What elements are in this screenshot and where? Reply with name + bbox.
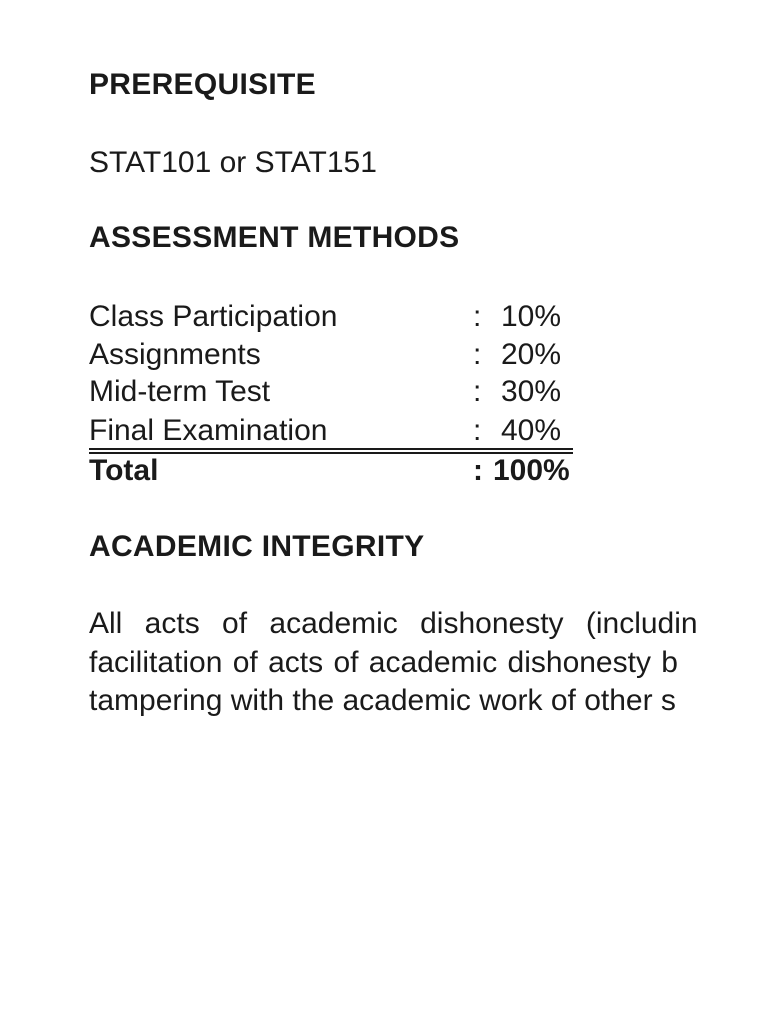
assessment-row-label: Final Examination xyxy=(89,414,328,447)
assessment-row-label: Class Participation xyxy=(89,300,338,333)
assessment-total-value: 100% xyxy=(493,454,570,487)
assessment-row-separator: : xyxy=(473,414,482,447)
integrity-paragraph-line: tampering with the academic work of other s xyxy=(89,684,676,717)
assessment-row-separator: : xyxy=(473,338,482,371)
assessment-total-separator: : xyxy=(473,454,483,487)
assessment-row-separator: : xyxy=(473,300,482,333)
assessment-heading: ASSESSMENT METHODS xyxy=(89,221,460,254)
assessment-row-label: Mid-term Test xyxy=(89,375,271,408)
prerequisite-text: STAT101 or STAT151 xyxy=(89,146,377,179)
total-divider-line xyxy=(89,448,573,450)
assessment-row-value: 40% xyxy=(501,414,562,447)
assessment-row-value: 30% xyxy=(501,375,562,408)
assessment-total-label: Total xyxy=(89,454,159,487)
assessment-row-separator: : xyxy=(473,375,482,408)
assessment-row-label: Assignments xyxy=(89,338,261,371)
integrity-heading: ACADEMIC INTEGRITY xyxy=(89,530,425,563)
integrity-paragraph-line: All acts of academic dishonesty (includin xyxy=(89,607,698,640)
assessment-row-value: 20% xyxy=(501,338,562,371)
prerequisite-heading: PREREQUISITE xyxy=(89,68,316,101)
integrity-paragraph-line: facilitation of acts of academic dishonesty b xyxy=(89,646,678,679)
assessment-row-value: 10% xyxy=(501,300,562,333)
